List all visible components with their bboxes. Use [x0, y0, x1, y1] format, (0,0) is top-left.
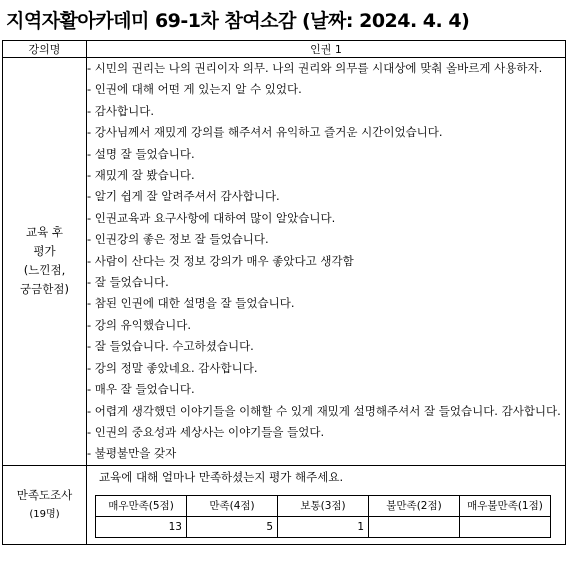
rating-header: 매우불만족(1점)	[460, 495, 551, 516]
header-row	[3, 41, 566, 58]
feedback-item: - 시민의 권리는 나의 권리이자 의무. 나의 권리와 의무를 시대상에 맞춰 올바르게 사용하자.	[87, 61, 543, 75]
rating-count: 1	[278, 516, 369, 537]
feedback-item: - 불평불만을 갖자	[87, 446, 177, 461]
feedback-item: - 잘 들었습니다. 수고하셨습니다.	[87, 339, 254, 354]
feedback-label-line3: (느낀점,	[23, 263, 66, 278]
satisfaction-question: 교육에 대해 얼마나 만족하셨는지 평가 해주세요.	[99, 469, 344, 484]
satisfaction-value-row	[96, 516, 551, 537]
feedback-item: - 재밌게 잘 봤습니다.	[87, 168, 195, 183]
page-title: 지역자활아카데미 69-1차 참여소감 (날짜: 2024. 4. 4)	[6, 10, 470, 32]
evaluation-table	[2, 40, 566, 545]
satisfaction-table	[95, 495, 551, 538]
rating-count: 13	[96, 516, 187, 537]
header-lecture-label: 강의명	[3, 41, 87, 58]
satisfaction-row	[3, 465, 566, 544]
feedback-item: - 참된 인권에 대한 설명을 잘 들었습니다.	[87, 296, 295, 311]
feedback-item: - 사람이 산다는 것 정보 강의가 매우 좋았다고 생각함	[87, 253, 354, 268]
feedback-item: - 알기 쉽게 잘 알려주셔서 감사합니다.	[87, 189, 280, 204]
rating-header: 만족(4점)	[187, 495, 278, 516]
feedback-label-line2: 평가	[33, 244, 56, 259]
feedback-item: - 감사합니다.	[87, 103, 155, 118]
feedback-item: - 인권교육과 요구사항에 대하여 많이 알았습니다.	[87, 210, 336, 225]
feedback-label-line4: 궁금한점)	[20, 282, 69, 297]
feedback-item: - 어렵게 생각했던 이야기들을 이해할 수 있게 재밌게 설명해주셔서 잘 들었습니다. 감사합니다.	[87, 403, 561, 418]
rating-count	[460, 516, 551, 537]
satisfaction-header-row	[96, 495, 551, 516]
feedback-item: - 강의 정말 좋았네요. 감사합니다.	[87, 360, 258, 375]
header-lecture-name: 인권 1	[87, 41, 566, 58]
feedback-label-line1: 교육 후	[26, 225, 63, 240]
feedback-item: - 잘 들었습니다.	[87, 275, 169, 290]
feedback-item: - 강사님께서 재밌게 강의를 해주셔서 유익하고 즐거운 시간이었습니다.	[87, 125, 443, 140]
satisfaction-label-text: 만족도조사	[16, 487, 73, 502]
rating-header: 보통(3점)	[278, 495, 369, 516]
rating-count	[369, 516, 460, 537]
respondent-count: (19명)	[29, 508, 60, 520]
feedback-content	[87, 58, 566, 466]
satisfaction-content	[87, 465, 566, 544]
rating-count: 5	[187, 516, 278, 537]
feedback-list	[87, 58, 565, 465]
feedback-item: - 매우 잘 들었습니다.	[87, 382, 195, 397]
feedback-item: - 인권의 중요성과 세상사는 이야기들을 들었다.	[87, 424, 325, 439]
feedback-label	[3, 58, 87, 466]
feedback-item: - 인권강의 좋은 정보 잘 들었습니다.	[87, 232, 269, 247]
feedback-item: - 설명 잘 들었습니다.	[87, 146, 195, 161]
rating-header: 불만족(2점)	[369, 495, 460, 516]
rating-header: 매우만족(5점)	[96, 495, 187, 516]
satisfaction-label	[3, 465, 87, 544]
feedback-row	[3, 58, 566, 466]
feedback-item: - 인권에 대해 어떤 게 있는지 알 수 있었다.	[87, 82, 302, 97]
feedback-item: - 강의 유익했습니다.	[87, 317, 191, 332]
